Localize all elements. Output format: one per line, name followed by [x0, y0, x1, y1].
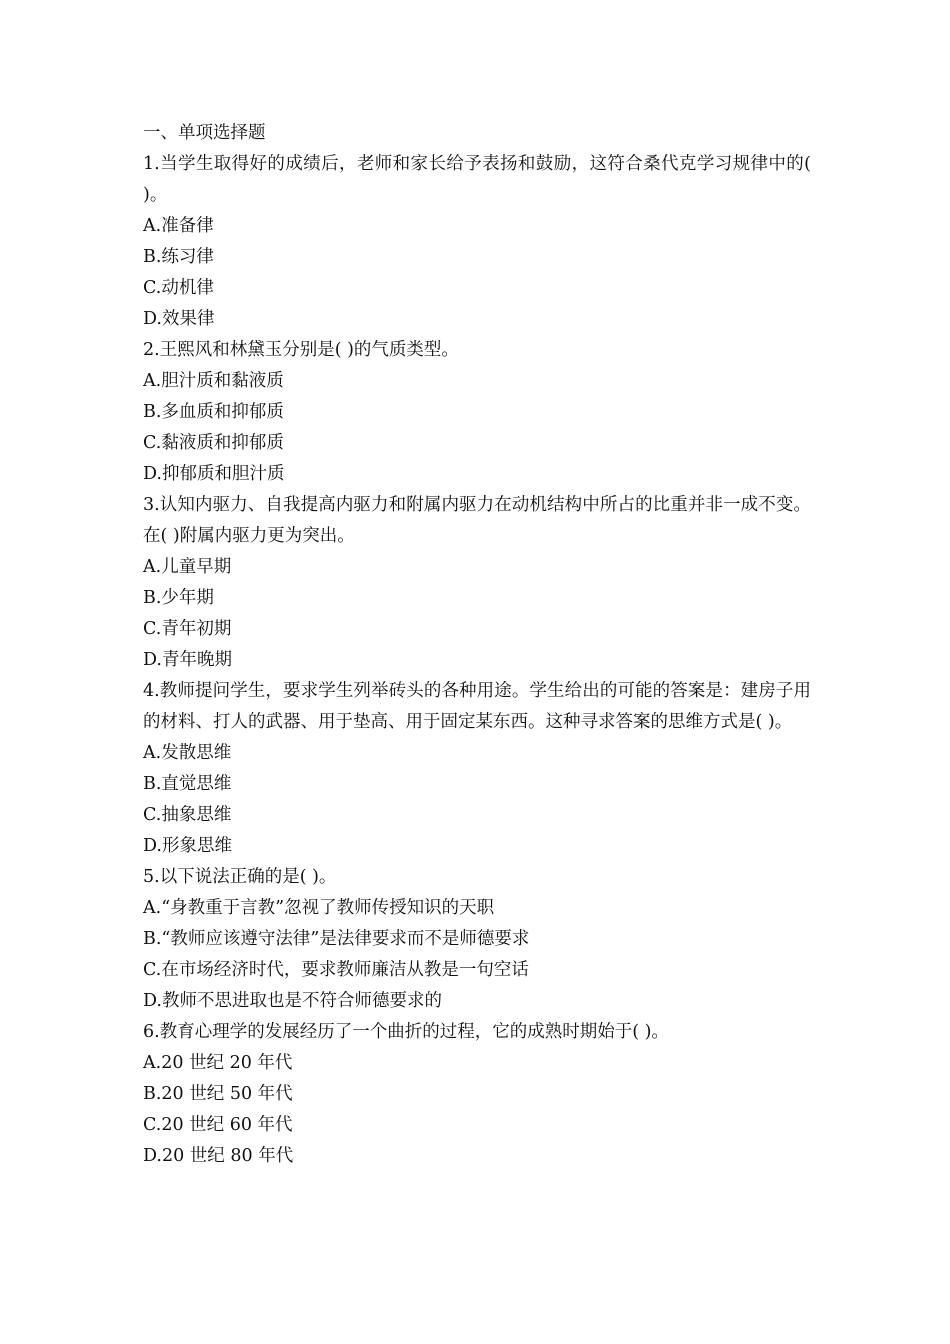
question-2: [143, 335, 811, 490]
question-stem: 5.以下说法正确的是( )。: [143, 867, 337, 887]
option-c: C.动机律: [143, 278, 214, 298]
question-stem: 4.教师提问学生，要求学生列举砖头的各种用途。学生给出的可能的答案是：建房子用的材料、打人的武器、用于垫高、用于固定某东西。这种寻求答案的思维方式是( )。: [143, 681, 811, 732]
question-stem: 2.王熙风和林黛玉分别是( )的气质类型。: [143, 340, 459, 360]
option-a: A.胆汁质和黏液质: [143, 371, 284, 391]
option-a: A.儿童早期: [143, 557, 232, 577]
question-4: [143, 676, 811, 862]
option-b: B.少年期: [143, 588, 214, 608]
option-a: A.准备律: [143, 216, 214, 236]
question-5: [143, 862, 811, 1017]
option-d: D.20 世纪 80 年代: [143, 1146, 294, 1166]
option-a: A.发散思维: [143, 743, 232, 763]
option-d: D.青年晚期: [143, 650, 232, 670]
option-c: C.黏液质和抑郁质: [143, 433, 284, 453]
option-c: C.抽象思维: [143, 805, 232, 825]
option-b: B.“教师应该遵守法律”是法律要求而不是师德要求: [143, 929, 530, 949]
question-3: [143, 490, 811, 676]
section-title: 一、单项选择题: [143, 123, 266, 143]
option-b: B.多血质和抑郁质: [143, 402, 284, 422]
question-stem: 3.认知内驱力、自我提高内驱力和附属内驱力在动机结构中所占的比重并非一成不变。在( )附属内驱力更为突出。: [143, 495, 811, 546]
option-a: A.20 世纪 20 年代: [143, 1053, 293, 1073]
option-c: C.在市场经济时代，要求教师廉洁从教是一句空话: [143, 960, 529, 980]
option-d: D.形象思维: [143, 836, 232, 856]
option-c: C.20 世纪 60 年代: [143, 1115, 293, 1135]
option-b: B.练习律: [143, 247, 214, 267]
option-d: D.抑郁质和胆汁质: [143, 464, 285, 484]
question-stem: 6.教育心理学的发展经历了一个曲折的过程，它的成熟时期始于( )。: [143, 1022, 669, 1042]
question-6: [143, 1017, 811, 1172]
option-d: D.效果律: [143, 309, 215, 329]
option-b: B.直觉思维: [143, 774, 232, 794]
question-1: [143, 149, 811, 335]
option-b: B.20 世纪 50 年代: [143, 1084, 293, 1104]
question-stem: 1.当学生取得好的成绩后，老师和家长给予表扬和鼓励，这符合桑代克学习规律中的( )。: [143, 154, 811, 205]
option-d: D.教师不思进取也是不符合师德要求的: [143, 991, 442, 1011]
option-c: C.青年初期: [143, 619, 232, 639]
document-content: [143, 118, 811, 1172]
option-a: A.“身教重于言教”忽视了教师传授知识的天职: [143, 898, 495, 918]
